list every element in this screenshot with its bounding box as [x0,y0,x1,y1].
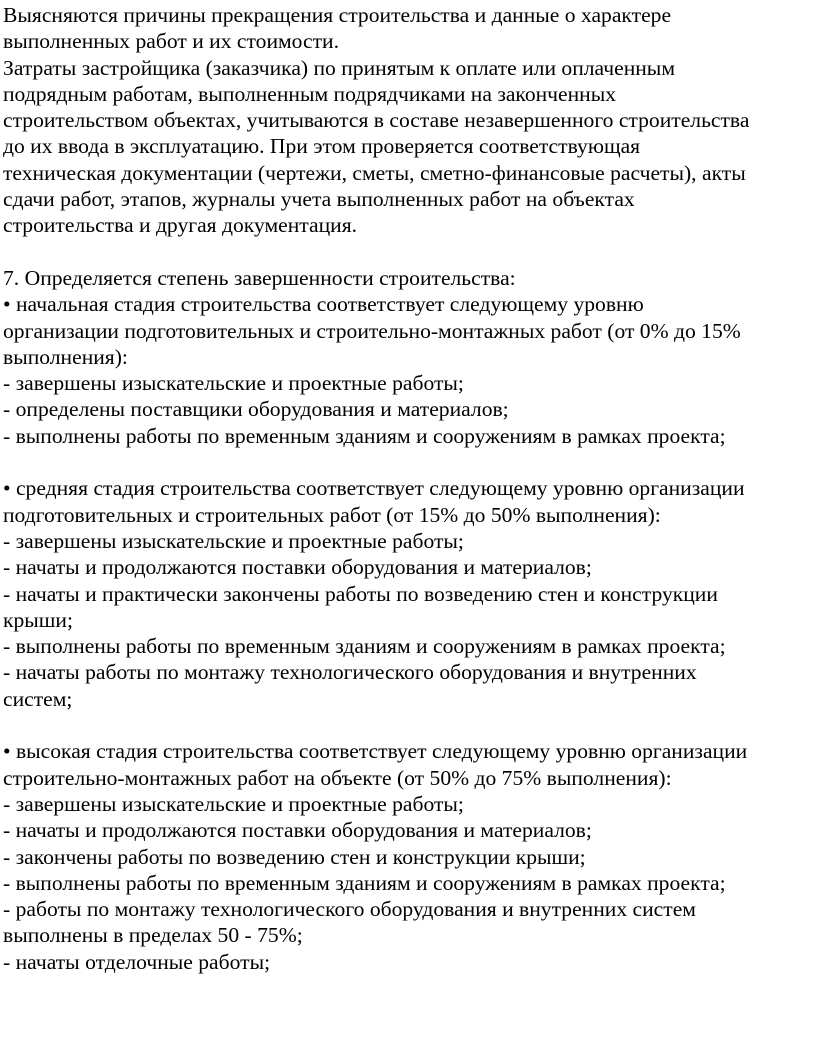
section-7 [3,265,812,975]
list-item: организации подготовительных и строительно-монтажных работ (от 0% до 15% [3,318,741,343]
list-item: выполнены в пределах 50 - 75%; [3,923,303,948]
list-item: - определены поставщики оборудования и материалов; [3,397,509,422]
list-item: - начаты отделочные работы; [3,949,271,974]
blank-line [3,449,812,475]
list-item: • высокая стадия строительства соответствует следующему уровню организации [3,739,748,764]
text-line: Затраты застройщика (заказчика) по принятым к оплате или оплаченным [3,55,675,80]
list-item: - выполнены работы по временным зданиям и сооружениям в рамках проекта; [3,423,726,448]
section-heading: 7. Определяется степень завершенности строительства: [3,265,516,290]
list-item: выполнения): [3,344,128,369]
text-line: подрядным работам, выполненным подрядчиками на законченных [3,81,617,106]
list-item: - завершены изыскательские и проектные работы; [3,528,464,553]
list-item: - работы по монтажу технологического оборудования и внутренних систем [3,897,696,922]
list-item: - начаты и продолжаются поставки оборудования и материалов; [3,555,592,580]
list-item: - закончены работы по возведению стен и конструкции крыши; [3,844,586,869]
text-line: техническая документации (чертежи, сметы, сметно-финансовые расчеты), акты [3,160,746,185]
costs-paragraph [3,55,812,239]
text-line: Выясняются причины прекращения строительства и данные о характере [3,3,672,27]
list-item: - завершены изыскательские и проектные работы; [3,371,464,396]
list-item: - начаты и практически закончены работы по возведению стен и конструкции [3,581,718,606]
text-line: сдачи работ, этапов, журналы учета выполненных работ на объектах [3,187,635,212]
blank-line [3,712,812,738]
middle-stage-list [3,475,812,712]
text-line: до их ввода в эксплуатацию. При этом проверяется соответствующая [3,134,641,159]
blank-line [3,239,812,265]
list-item: • средняя стадия строительства соответствует следующему уровню организации [3,476,745,501]
list-item: - начаты работы по монтажу технологического оборудования и внутренних [3,660,697,685]
list-item: - выполнены работы по временным зданиям и сооружениям в рамках проекта; [3,870,726,895]
list-item: - выполнены работы по временным зданиям и сооружениям в рамках проекта; [3,634,726,659]
text-line: строительством объектах, учитываются в составе незавершенного строительства [3,108,750,133]
list-item: строительно-монтажных работ на объекте (от 50% до 75% выполнения): [3,765,672,790]
list-item: крыши; [3,607,73,632]
intro-paragraph [3,2,812,55]
initial-stage-list [3,291,812,449]
list-item: - начаты и продолжаются поставки оборудования и материалов; [3,818,592,843]
list-item: систем; [3,686,73,711]
text-line: выполненных работ и их стоимости. [3,29,339,54]
text-line: строительства и другая документация. [3,213,358,238]
high-stage-list [3,738,812,975]
list-item: • начальная стадия строительства соответствует следующему уровню [3,292,644,317]
list-item: подготовительных и строительных работ (от 15% до 50% выполнения): [3,502,661,527]
list-item: - завершены изыскательские и проектные работы; [3,791,464,816]
